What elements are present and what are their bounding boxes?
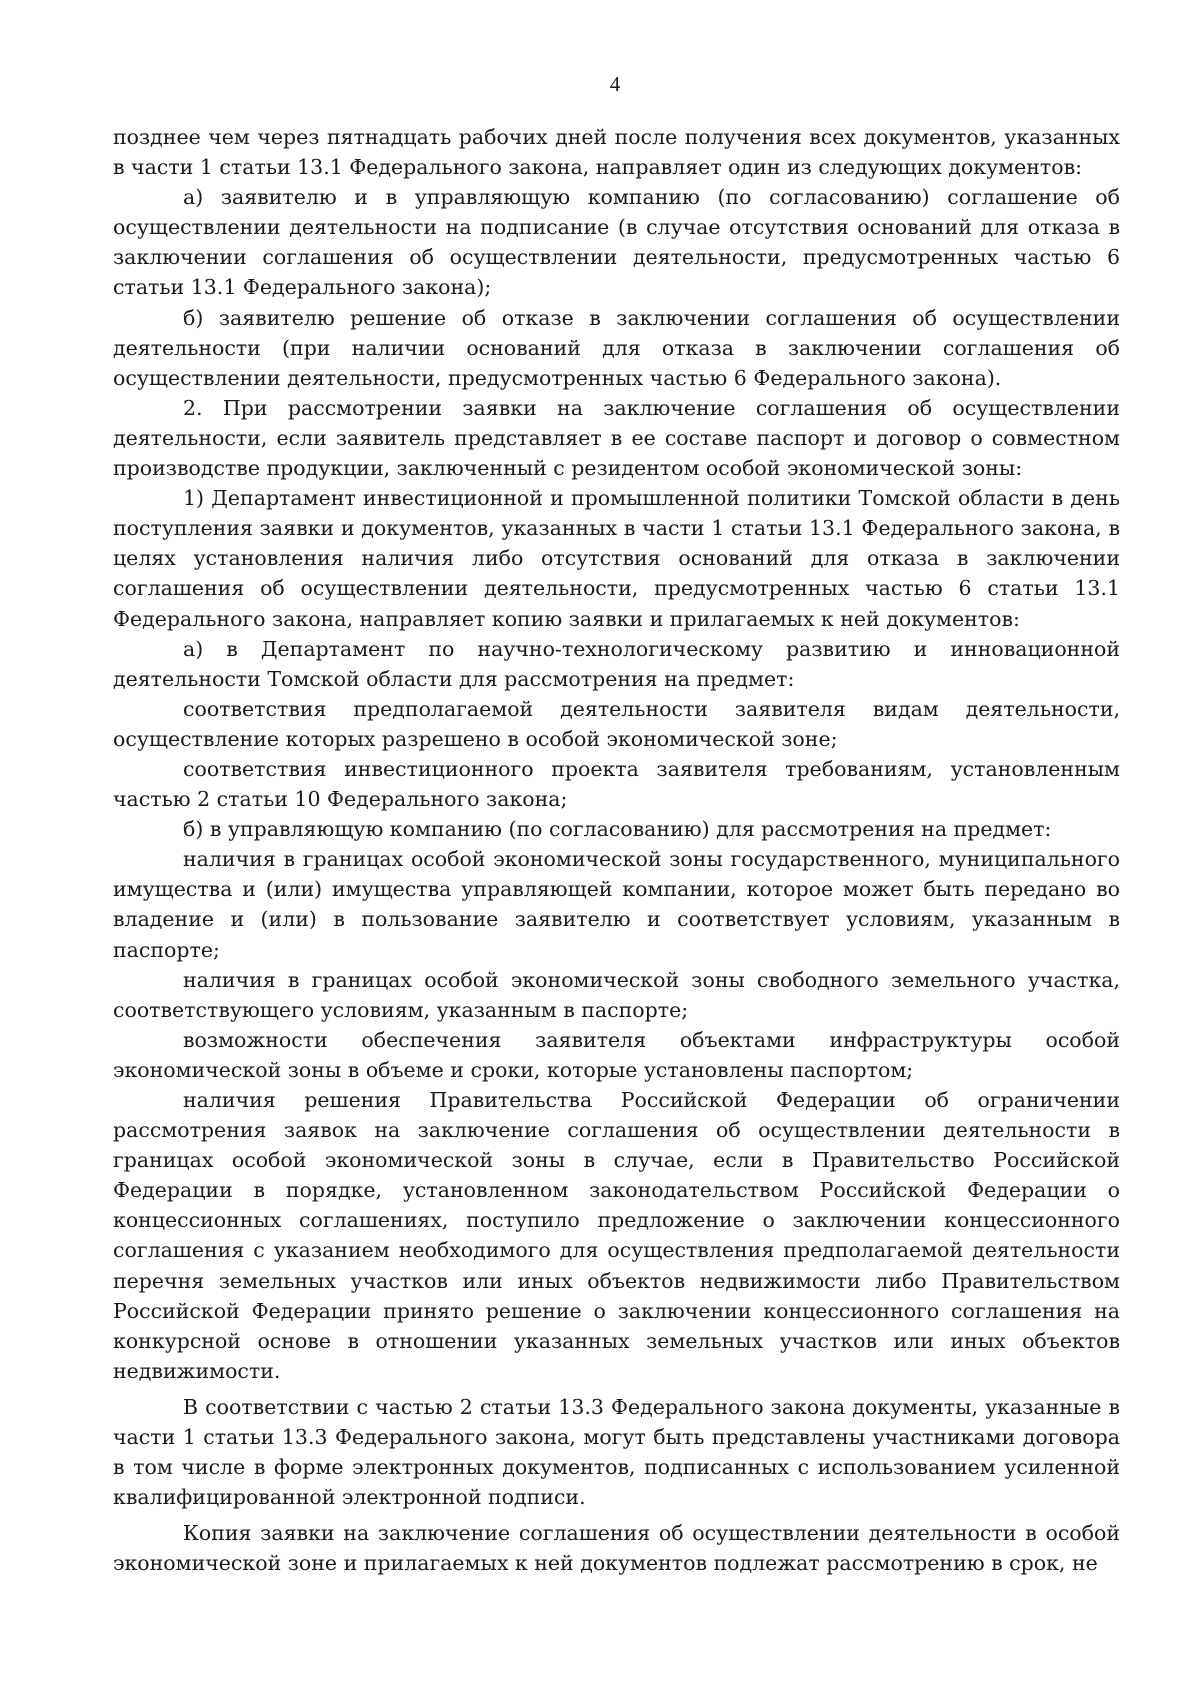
paragraph-electronic-documents: В соответствии с частью 2 статьи 13.3 Федерального закона документы, указанные в части 1 статьи 13.3 Федерального закона, могут быть представлены участниками договора в том числе в форме электронных документов, подписанных с использованием усиленной квалифицированной электронной подписи. (113, 1394, 1120, 1510)
paragraph-item-a: а) заявителю и в управляющую компанию (по согласованию) соглашение об осуществлении деятельности на подписание (в случае отсутствия оснований для отказа в заключении соглашения об осуществлении деятельности, предусмотренных частью 6 статьи 13.1 Федерального закона); (113, 185, 1120, 300)
document-body (113, 122, 1120, 1579)
paragraph-continuation: позднее чем через пятнадцать рабочих дней после получения всех документов, указанных в части 1 статьи 13.1 Федерального закона, направляет один из следующих документов: (113, 125, 1120, 180)
paragraph-criterion-property: наличия в границах особой экономической зоны государственного, муниципального имущества и (или) имущества управляющей компании, которое может быть передано во владение и (или) в пользование заявителю и соответствует условиям, указанным в паспорте; (113, 847, 1120, 962)
paragraph-criterion-activity: соответствия предполагаемой деятельности заявителя видам деятельности, осуществление которых разрешено в особой экономической зоне; (113, 696, 1120, 751)
paragraph-review-term: Копия заявки на заключение соглашения об осуществлении деятельности в особой экономической зоне и прилагаемых к ней документов подлежат рассмотрению в срок, не (113, 1521, 1120, 1576)
paragraph-item-b: б) заявителю решение об отказе в заключении соглашения об осуществлении деятельности (при наличии оснований для отказа в заключении соглашения об осуществлении деятельности, предусмотренных частью 6 Федерального закона). (113, 305, 1120, 390)
page-number: 4 (609, 72, 621, 96)
paragraph-item-a-department: а) в Департамент по научно-технологическому развитию и инновационной деятельности Томской области для рассмотрения на предмет: (113, 636, 1120, 691)
paragraph-section-2: 2. При рассмотрении заявки на заключение соглашения об осуществлении деятельности, если заявитель представляет в ее составе паспорт и договор о совместном производстве продукции, заключенный с резидентом особой экономической зоны: (113, 395, 1120, 481)
paragraph-criterion-investment: соответствия инвестиционного проекта заявителя требованиям, установленным частью 2 статьи 10 Федерального закона; (113, 756, 1120, 812)
paragraph-criterion-infrastructure: возможности обеспечения заявителя объектами инфраструктуры особой экономической зоны в объеме и сроки, которые установлены паспортом; (113, 1027, 1120, 1082)
paragraph-criterion-government-decision: наличия решения Правительства Российской Федерации об ограничении рассмотрения заявок на заключение соглашения об осуществлении деятельности в границах особой экономической зоны в случае, если в Правительство Российской Федерации в порядке, установленном законодательством Российской Федерации о концессионных соглашениях, поступило предложение о заключении концессионного соглашения с указанием необходимого для осуществления предполагаемой деятельности перечня земельных участков или иных объектов недвижимости либо Правительством Российской Федерации принято решение о заключении концессионного соглашения на конкурсной основе в отношении указанных земельных участков или иных объектов недвижимости. (113, 1088, 1120, 1383)
paragraph-criterion-land: наличия в границах особой экономической зоны свободного земельного участка, соответствующего условиям, указанным в паспорте; (113, 967, 1120, 1022)
paragraph-item-b-management: б) в управляющую компанию (по согласованию) для рассмотрения на предмет: (183, 817, 1052, 842)
paragraph-subsection-1: 1) Департамент инвестиционной и промышленной политики Томской области в день поступления заявки и документов, указанных в части 1 статьи 13.1 Федерального закона, в целях установления наличия либо отсутствия оснований для отказа в заключении соглашения об осуществлении деятельности, предусмотренных частью 6 статьи 13.1 Федерального закона, направляет копию заявки и прилагаемых к ней документов: (113, 486, 1120, 631)
